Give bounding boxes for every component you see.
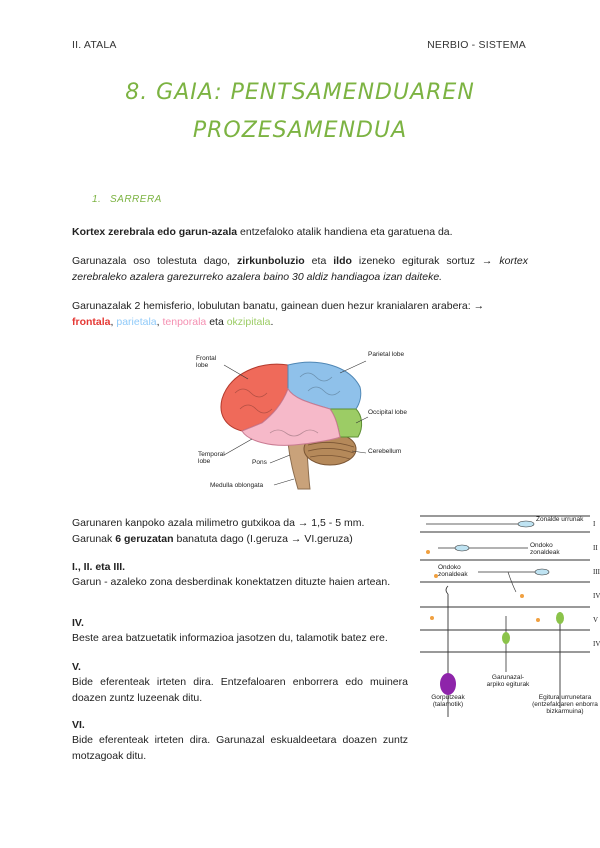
label-pons: Pons xyxy=(252,459,267,466)
lobe-frontal-term: frontala xyxy=(72,316,111,328)
layers-text-2: banatuta dago (I.geruza → VI.geruza) xyxy=(173,533,353,545)
folds-text-3: izeneko egiturak sortuz → xyxy=(351,255,500,267)
diagram-label-zonalde: Zonalde urrunak xyxy=(536,516,584,523)
layer-heading-4: IV. xyxy=(72,617,84,629)
diagram-label-garunazal: Garunazal-arpiko egiturak xyxy=(486,674,530,688)
layer-text-6: Bide eferenteak irteten dira. Garunazal eskualdeetara doazen zuntz motzagoak ditu. xyxy=(72,734,408,762)
layer-text-5: Bide eferenteak irteten dira. Entzefaloaren enborrera edo muinera doazen zuntz luzeenak ditu. xyxy=(72,676,408,704)
paragraph-folds xyxy=(72,253,528,285)
thickness-line: Garunaren kanpoko azala milimetro gutxikoa da → 1,5 - 5 mm. xyxy=(72,517,365,529)
brain-illustration xyxy=(190,343,410,493)
label-medulla: Medulla oblongata xyxy=(210,482,264,489)
header-right: NERBIO - SISTEMA xyxy=(427,39,526,51)
paragraph-cortex xyxy=(72,224,528,240)
page-title-line2: PROZESAMENDUA xyxy=(192,118,408,143)
lobe-parietal-term: parietala xyxy=(116,316,157,328)
lobes-sep-1: , xyxy=(110,316,117,328)
label-parietal: Parietal lobe xyxy=(368,351,405,358)
layer-heading-1-3: I., II. eta III. xyxy=(72,561,126,573)
cortex-term: Kortex zerebrala edo garun-azala xyxy=(72,226,238,238)
cortex-text: entzefaloko atalik handiena eta garatuena da. xyxy=(237,226,453,238)
layer-text-4: Beste area batzuetatik informazioa jasotzen du, talamotik batez ere. xyxy=(72,632,388,644)
folds-italic: kortex zerebraleko azalera garezurreko azalera baino 30 aldiz handiagoa izan daiteke. xyxy=(72,255,528,283)
lobes-sep-2: , xyxy=(156,316,163,328)
diagram-label-gorputzeak: Gorputzeak (talamotik) xyxy=(431,694,465,708)
folds-text-1: Garunazala oso tolestuta dago, xyxy=(72,255,238,267)
layers-text-1: Garunak xyxy=(72,533,116,545)
layers-line xyxy=(72,531,408,547)
roman-5: V xyxy=(593,616,599,624)
label-frontal: Frontal lobe xyxy=(196,355,217,369)
diagram-label-ondoko-1: Ondoko zonaldeak xyxy=(530,542,560,556)
section-label: SARRERA xyxy=(110,194,162,205)
lobes-intro: Garunazalak 2 hemisferio, lobulutan banatu, gainean duen hezur kranialaren arabera: → xyxy=(72,300,485,312)
lobes-sep-3: eta xyxy=(206,316,227,328)
label-temporal: Temporal lobe xyxy=(198,451,225,465)
paragraph-thickness xyxy=(72,515,408,547)
folds-term-1: zirkunboluzio xyxy=(237,255,305,267)
paragraph-lobes xyxy=(72,298,528,330)
roman-4b: IV xyxy=(593,640,600,648)
page-title-line1: 8. GAIA: PENTSAMENDUAREN xyxy=(125,80,475,105)
folds-term-2: ildo xyxy=(333,255,352,267)
lobes-end: . xyxy=(270,316,274,328)
diagram-label-ondoko-2: Ondoko zonaldeak xyxy=(438,564,468,578)
lobe-occipital-term: okzipitala xyxy=(226,316,271,328)
layer-heading-6: VI. xyxy=(72,719,85,731)
roman-3: III xyxy=(593,568,600,576)
section-number: 1. xyxy=(92,194,102,205)
label-cerebellum: Cerebellum xyxy=(368,448,402,455)
folds-text-2: eta xyxy=(304,255,334,267)
lobe-temporal-term: tenporala xyxy=(162,316,207,328)
header-left: II. ATALA xyxy=(72,39,117,51)
label-occipital: Occipital lobe xyxy=(368,409,408,416)
layer-text-1-3: Garun - azaleko zona desberdinak konektatzen dituzte haien artean. xyxy=(72,576,391,588)
roman-4a: IV xyxy=(593,592,600,600)
roman-1: I xyxy=(593,520,596,528)
roman-2: II xyxy=(593,544,598,552)
cortex-layers-diagram xyxy=(418,512,600,722)
diagram-label-egitura: Egitura urrunetara (entzefaloaren enborra bizkarmuina) xyxy=(532,694,598,715)
layer-heading-5: V. xyxy=(72,661,81,673)
layers-term: 6 geruzatan xyxy=(115,533,174,545)
